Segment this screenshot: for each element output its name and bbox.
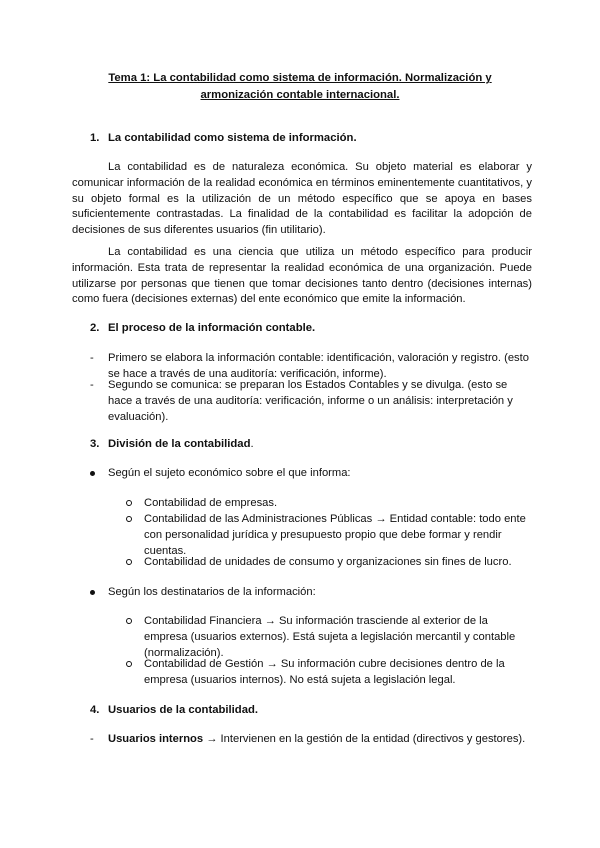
section-1-paragraph-1 — [72, 160, 532, 239]
section-number: 1. — [90, 132, 100, 144]
sub-bullet-text: Contabilidad Financiera → Su información trasciende al exterior de la empresa (usuarios externos). Está sujeta a legislación mercantil y contable (normalización). — [144, 615, 516, 659]
section-title: División de la contabilidad — [108, 438, 251, 450]
hollow-circle-icon — [126, 559, 132, 565]
sub-bullet-text: Contabilidad de Gestión → Su información cubre decisiones dentro de la empresa (usuarios internos). No está sujeta a legislación legal. — [144, 658, 505, 686]
sub-bullet-item — [126, 657, 526, 689]
section-4-heading — [90, 703, 258, 718]
section-number: 2. — [90, 322, 100, 334]
paragraph-text: La contabilidad es una ciencia que utiliza un método específico para producir información. Esta trata de representar la realidad económica de una organización. Puede utilizarse por personas que tienen que tomar decisiones tanto dentro (decisiones internas) como fuera (decisiones externas) del ente económico que emite la información. — [72, 246, 532, 306]
section-3-heading — [90, 437, 254, 452]
section-title: La contabilidad como sistema de información. — [108, 132, 357, 144]
list-item-text: → Intervienen en la gestión de la entidad (directivos y gestores). — [203, 733, 526, 745]
sub-bullet-item — [126, 614, 526, 661]
bullet-text: Según el sujeto económico sobre el que informa: — [108, 467, 351, 479]
bullet-dot-icon — [90, 590, 95, 595]
list-item — [90, 732, 530, 748]
paragraph-text: La contabilidad es de naturaleza económica. Su objeto material es elaborar y comunicar información de la realidad económica en términos eminentemente cuantitativos, y su objeto formal es la utilización de un método específico que se apoya en bases suficientemente contrastadas. La finalidad de la contabilidad es facilitar la adopción de decisiones de sus diferentes usuarios (fin utilitario). — [72, 161, 532, 237]
list-item-text: Primero se elabora la información contable: identificación, valoración y registro. (esto se hace a través de una auditoría: verificación, informe). — [108, 352, 529, 380]
sub-bullet-item — [126, 496, 526, 512]
sub-bullet-text: Contabilidad de las Administraciones Públicas → Entidad contable: todo ente con personalidad jurídica y presupuesto propio que debe formar y rendir cuentas. — [144, 513, 526, 557]
section-1-heading — [90, 131, 357, 146]
section-2-heading — [90, 321, 315, 336]
bullet-item — [90, 585, 530, 601]
section-title: El proceso de la información contable. — [108, 322, 316, 334]
sub-bullet-text: Contabilidad de unidades de consumo y organizaciones sin fines de lucro. — [144, 556, 512, 568]
sub-bullet-item — [126, 555, 526, 571]
dash-marker: - — [90, 379, 94, 391]
dash-marker: - — [90, 352, 94, 364]
section-title-suffix: . — [250, 438, 254, 450]
bullet-text: Según los destinatarios de la información: — [108, 586, 316, 598]
sub-bullet-text: Contabilidad de empresas. — [144, 497, 278, 509]
bullet-item — [90, 466, 530, 482]
section-number: 4. — [90, 704, 100, 716]
hollow-circle-icon — [126, 618, 132, 624]
dash-marker: - — [90, 733, 94, 745]
section-1-paragraph-2 — [72, 245, 532, 308]
section-title: Usuarios de la contabilidad. — [108, 704, 259, 716]
hollow-circle-icon — [126, 516, 132, 522]
list-item — [90, 378, 530, 425]
list-item-text: Segundo se comunica: se preparan los Estados Contables y se divulga. (esto se hace a través de una auditoría: verificación, informe o un análisis: interpretación y evaluación). — [108, 379, 513, 423]
sub-bullet-item — [126, 512, 526, 559]
hollow-circle-icon — [126, 661, 132, 667]
hollow-circle-icon — [126, 500, 132, 506]
list-item-bold-text: Usuarios internos — [108, 733, 204, 745]
document-title: Tema 1: La contabilidad como sistema de información. Normalización y armonización contable internacional. — [108, 72, 492, 101]
section-number: 3. — [90, 438, 100, 450]
bullet-dot-icon — [90, 471, 95, 476]
